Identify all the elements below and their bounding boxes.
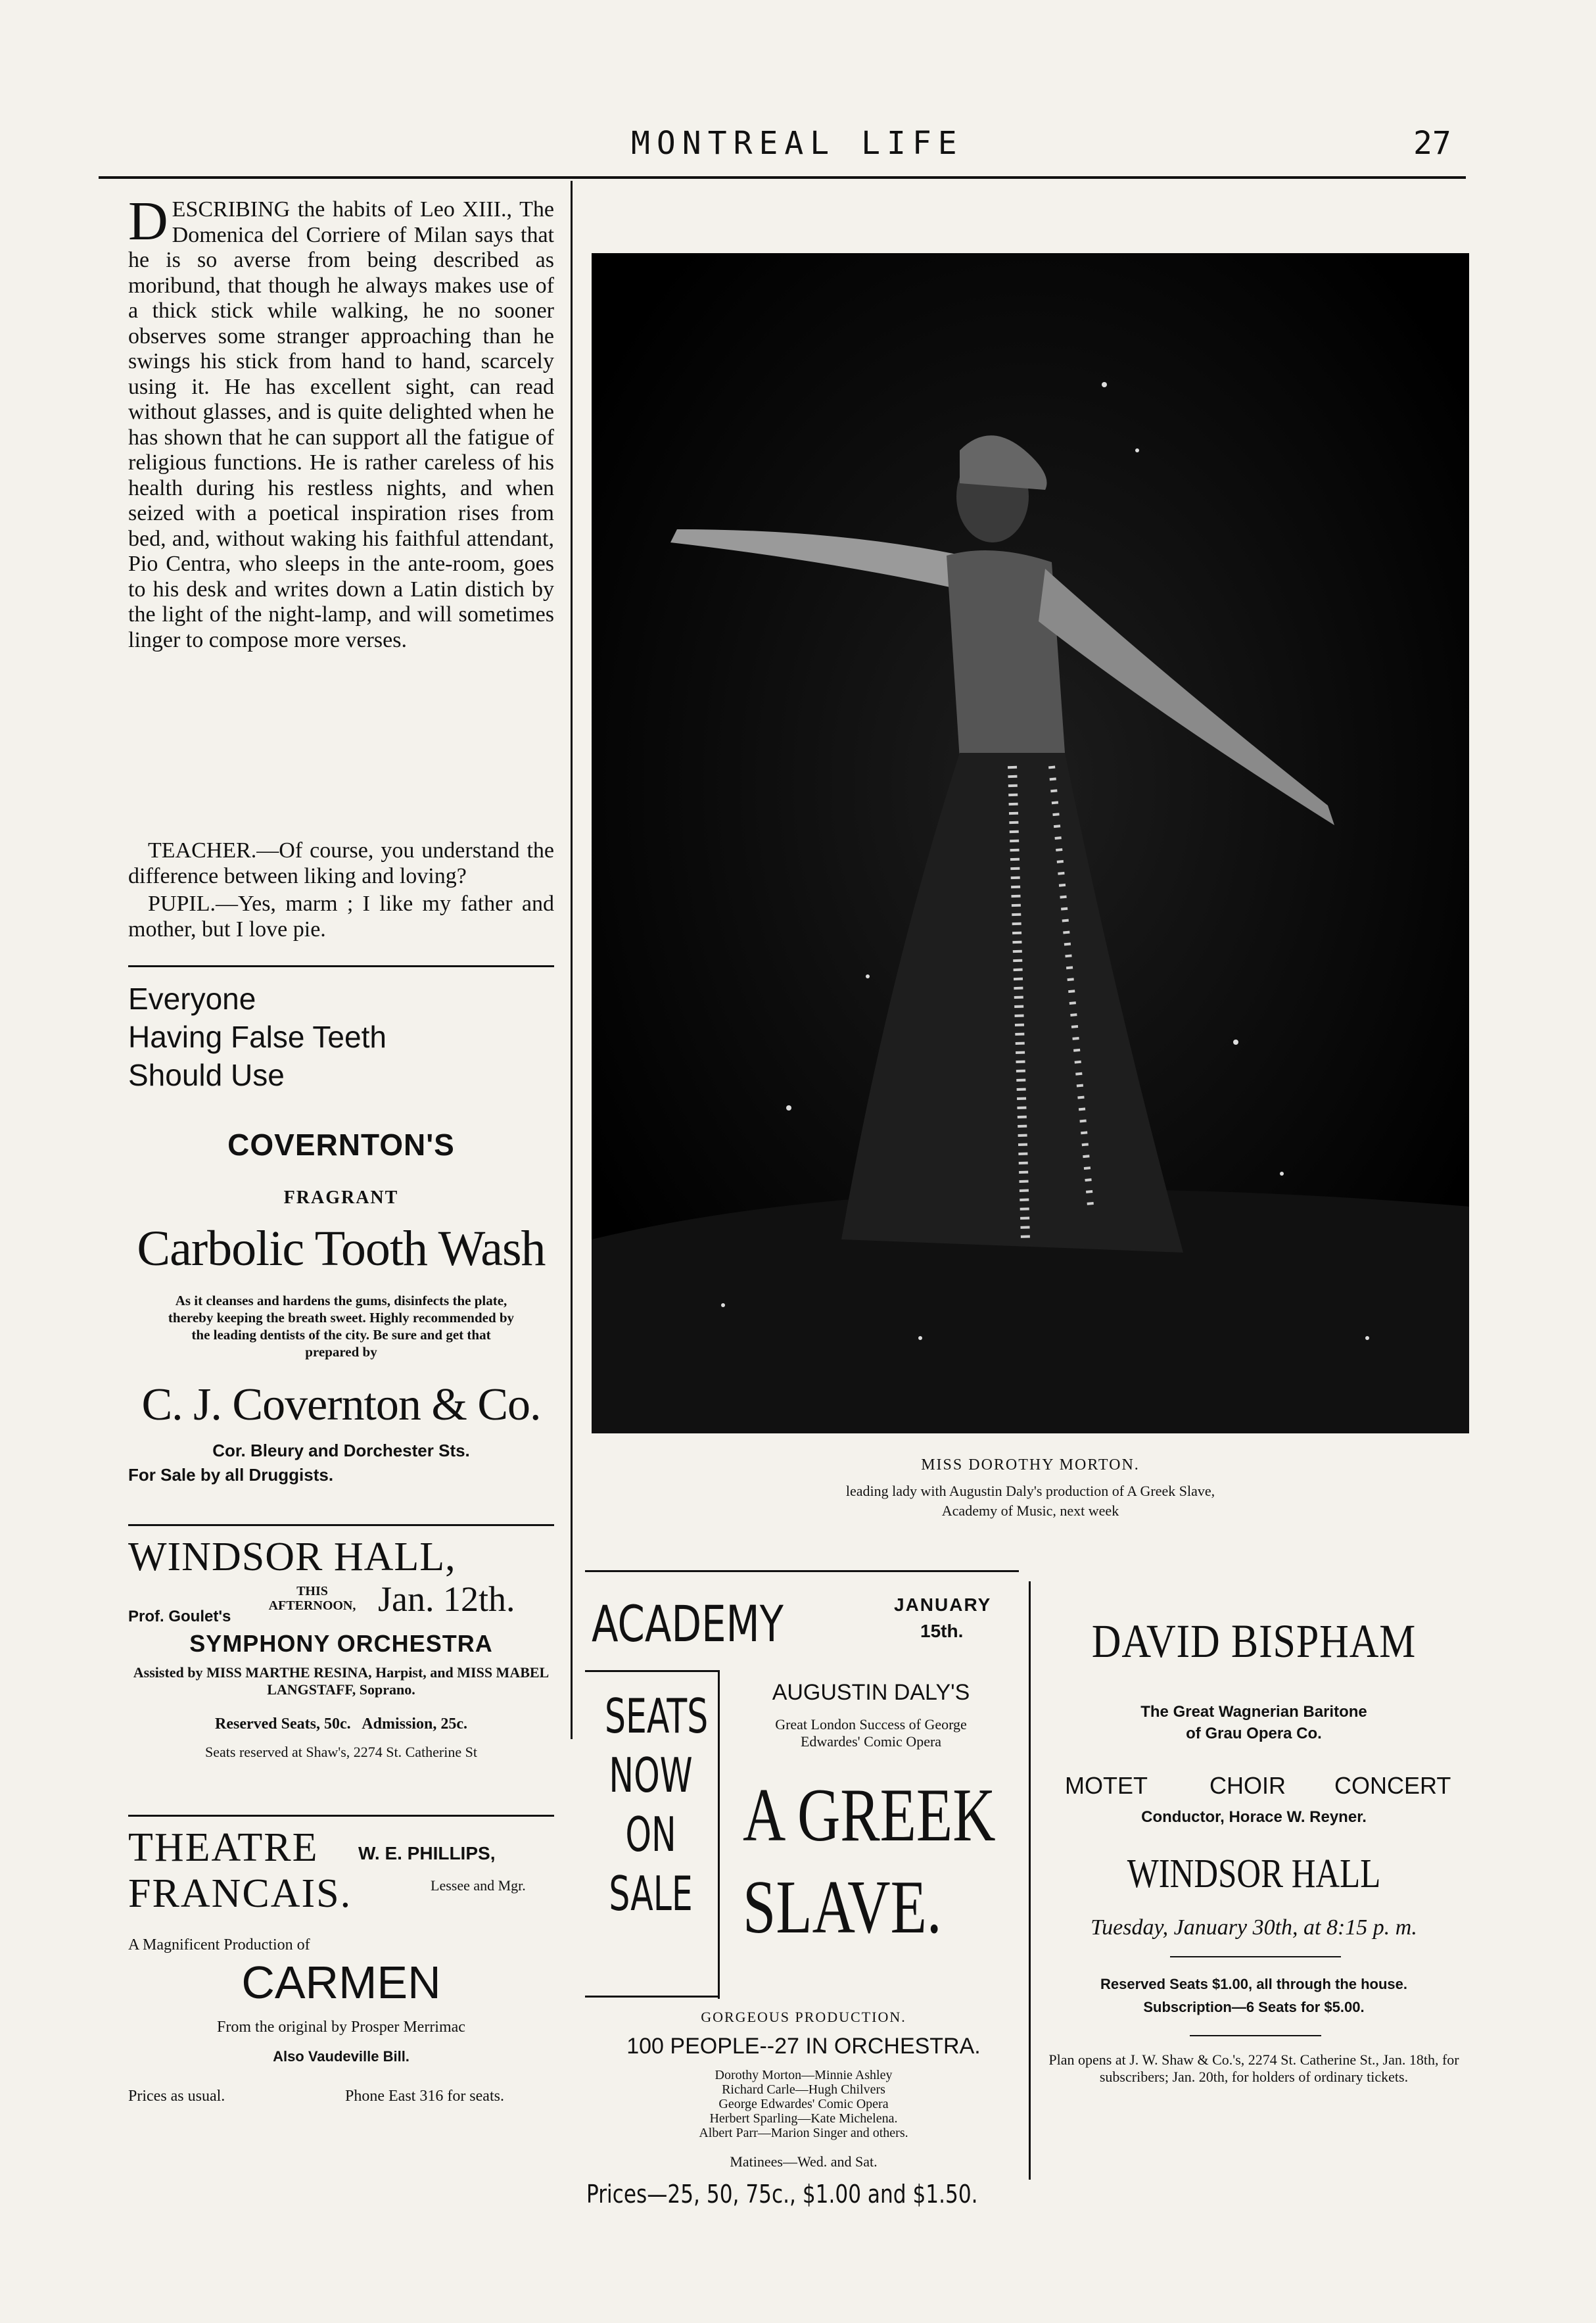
bispham-date: Tuesday, January 30th, at 8:15 p. m. [1091,1915,1417,1940]
windsor-conductor: Prof. Goulet's [128,1608,231,1625]
photo-caption: MISS DOROTHY MORTON. [921,1456,1140,1473]
bispham-name: DAVID BISPHAM [1091,1615,1417,1667]
academy-venue: ACADEMY [592,1594,784,1653]
windsor-seats: Seats reserved at Shaw's, 2274 St. Catherine St [205,1744,477,1760]
theatre-name-1: THEATRE [128,1825,319,1870]
divider-1 [128,965,554,967]
article [128,191,554,653]
ad-sale: For Sale by all Druggists. [128,1465,334,1485]
article-lead: ESCRIBING the habits of Leo XIII., The Domenica del Corriere of Milan says that he is so averse from being described as moribund, that though he always makes use of a thick stick while walking, he no sooner observes some stranger approaching than he swings his stick from hand to hand, scarcely using it. He has excellent sight, can read without glasses, and is quite delighted when he has shown that he can support all the fatigue of religious functions. He is rather careless of his health during his restless nights, and when seized with a poetical inspiration rises from bed, and, without waking his faithful attendant, Pio Centra, who sleeps in the ante-room, goes to his desk and writes down a Latin distich by the light of the night-lamp, and will sometimes linger to compose more verses. [128,197,554,652]
academy-cast [585,2068,1022,2140]
theatre-manager: W. E. PHILLIPS, [358,1843,496,1863]
academy-people: 100 PEOPLE--27 IN ORCHESTRA. [626,2034,981,2059]
bispham-plan: Plan opens at J. W. Shaw & Co.'s, 2274 St. Catherine St., Jan. 18th, for subscribers; Jan. 20th, for holders of ordinary tickets. [1048,2051,1459,2085]
bispham-role-1: The Great Wagnerian Baritone [1140,1703,1367,1721]
ad-brand: COVERNTON'S [227,1128,455,1162]
photo-subcaption-1: leading lady with Augustin Daly's production of A Greek Slave, [845,1483,1215,1499]
cast-line-3: George Edwardes' Comic Opera [718,2097,889,2111]
seats-line-3: ON [625,1807,676,1862]
seats-line-2: NOW [609,1748,693,1803]
cast-line-2: Richard Carle—Hugh Chilvers [722,2082,885,2097]
ad-bispham [1039,1575,1469,2206]
ad-academy [585,1575,1022,2219]
bispham-venue: WINDSOR HALL [1127,1852,1381,1896]
ad-product: Carbolic Tooth Wash [137,1221,546,1276]
ad-windsor-symphony [128,1535,554,1761]
bispham-concert-motet: MOTET [1065,1772,1148,1799]
bispham-conductor: Conductor, Horace W. Reyner. [1141,1808,1367,1826]
dancer-figure-image [592,253,1469,1433]
bispham-subscription: Subscription—6 Seats for $5.00. [1143,1999,1365,2015]
theatre-intro: A Magnificent Production of [128,1936,310,1953]
windsor-assisted: Assisted by MISS MARTHE RESINA, Harpist, and MISS MABEL LANGSTAFF, Soprano. [133,1664,550,1698]
cast-line-5: Albert Parr—Marion Singer and others. [699,2126,908,2140]
theatre-prices: Prices as usual. [128,2088,225,2105]
academy-title-2: SLAVE. [743,1865,942,1950]
bispham-concert-choir: CHOIR [1209,1772,1286,1799]
academy-bispham-rule [1029,1581,1031,2180]
ad-address: Cor. Bleury and Dorchester Sts. [212,1441,470,1460]
joke [128,838,554,942]
bispham-reserved: Reserved Seats $1.00, all through the house. [1100,1976,1408,1992]
seats-line-1: SEATS [605,1688,709,1744]
portrait-photo [592,253,1469,1433]
cast-line-4: Herbert Sparling—Kate Michelena. [709,2111,898,2126]
academy-date-1: JANUARY [894,1594,992,1615]
academy-title-1: A GREEK [743,1773,996,1857]
seats-line-4: SALE [609,1866,693,1921]
windsor-this-afternoon: THIS AFTERNOON, [268,1584,356,1613]
academy-prices: Prices—25, 50, 75c., $1.00 and $1.50. [586,2180,978,2209]
cast-line-1: Dorothy Morton—Minnie Ashley [715,2068,893,2082]
academy-top-rule [585,1570,1019,1572]
divider-3 [128,1815,554,1817]
theatre-manager-role: Lessee and Mgr. [431,1877,526,1894]
academy-presenter: AUGUSTIN DALY'S [772,1680,970,1705]
header-rule [99,176,1466,179]
seats-now-on-sale [585,1687,716,1923]
article-text [128,191,554,653]
ad-fragrant: FRAGRANT [283,1187,399,1208]
windsor-orchestra: SYMPHONY ORCHESTRA [189,1630,493,1657]
page-number: 27 [1413,125,1451,162]
column-rule [571,181,573,1739]
theatre-source: From the original by Prosper Merrimac [217,2019,465,2036]
windsor-date: Jan. 12th. [378,1579,515,1619]
ad-intro-line3: Should Use [128,1058,285,1092]
theatre-also: Also Vaudeville Bill. [273,2048,410,2065]
academy-matinees: Matinees—Wed. and Sat. [730,2153,878,2170]
divider-2 [128,1524,554,1526]
ad-intro-line2: Having False Teeth [128,1020,387,1054]
running-header: MONTREAL LIFE [631,125,964,162]
bispham-concert-concert: CONCERT [1334,1772,1451,1799]
theatre-phone: Phone East 316 for seats. [345,2088,504,2105]
ad-theatre-francais [128,1825,554,2105]
academy-date-2: 15th. [920,1621,964,1641]
joke-line-pupil: PUPIL.—Yes, marm ; I like my father and mother, but I love pie. [128,892,554,942]
ad-covernton [128,980,554,1485]
theatre-name-2: FRANCAIS. [128,1871,352,1916]
joke-line-teacher: TEACHER.—Of course, you understand the difference between liking and loving? [128,838,554,888]
windsor-venue: WINDSOR HALL, [128,1535,456,1579]
ad-description: As it cleanses and hardens the gums, disinfects the plate, thereby keeping the breath sweet. Highly recommended by the leading dentists of the city. Be sure and get that prepared by [168,1293,515,1360]
academy-desc: Great London Success of George Edwardes' Comic Opera [775,1716,967,1750]
ad-intro-line1: Everyone [128,982,256,1016]
windsor-prices: Reserved Seats, 50c. Admission, 25c. [215,1715,467,1733]
theatre-show: CARMEN [241,1957,441,2008]
bispham-role-2: of Grau Opera Co. [1186,1725,1322,1742]
ad-company: C. J. Covernton & Co. [141,1379,541,1430]
drop-cap: D [128,191,168,252]
academy-gorgeous: GORGEOUS PRODUCTION. [701,2009,906,2025]
photo-subcaption-2: Academy of Music, next week [941,1502,1119,1519]
